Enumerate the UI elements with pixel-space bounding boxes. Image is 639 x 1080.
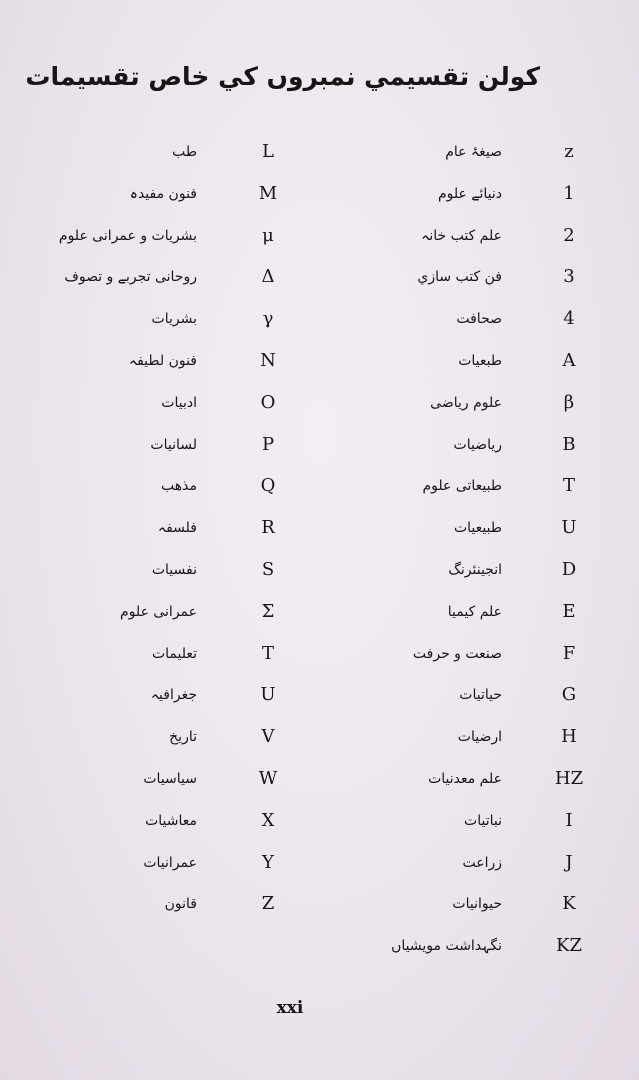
table-row xyxy=(0,889,639,919)
class-code-primary: J xyxy=(565,851,573,873)
table-row xyxy=(0,179,639,209)
class-name-primary: ریاضیات xyxy=(453,436,502,453)
class-code-primary: HZ xyxy=(554,768,584,789)
class-code-primary: A xyxy=(562,350,576,371)
class-name-primary: طبیعیات xyxy=(453,520,502,537)
table-row xyxy=(0,639,639,669)
class-code-primary: K xyxy=(562,893,576,915)
class-code-primary: 3 xyxy=(563,266,575,288)
class-code-primary: U xyxy=(561,517,577,539)
class-name-primary: علم کتب خانہ xyxy=(421,227,502,244)
class-name-secondary: فنون مفیدہ xyxy=(129,185,197,202)
class-name-primary: دنیائے علوم xyxy=(437,185,502,202)
class-code-secondary: S xyxy=(261,559,275,580)
class-name-primary: طبیعاتی علوم xyxy=(422,478,502,495)
class-name-secondary: بشریات xyxy=(151,311,197,328)
class-code-secondary: O xyxy=(260,391,276,413)
class-name-secondary: فنون لطیفہ xyxy=(128,353,197,369)
class-code-primary: F xyxy=(562,642,576,664)
class-name-secondary: عمرانی علوم xyxy=(120,603,197,620)
class-code-primary: 2 xyxy=(563,224,575,246)
class-code-secondary: Z xyxy=(261,893,275,915)
table-row xyxy=(0,597,639,627)
table-row xyxy=(0,931,639,961)
table-row xyxy=(0,471,639,501)
class-name-secondary: قانون xyxy=(164,896,197,913)
page-title: کولن تقسیمي نمبروں کي خاص تقسیمات xyxy=(25,62,540,91)
table-row xyxy=(0,262,639,292)
class-name-primary: صحافت xyxy=(456,311,502,328)
table-row xyxy=(0,722,639,752)
class-code-secondary: L xyxy=(262,141,274,162)
class-name-secondary: طب xyxy=(172,144,197,160)
table-row xyxy=(0,764,639,794)
class-name-secondary: نفسیات xyxy=(151,562,197,578)
class-name-secondary: لسانیات xyxy=(150,436,197,453)
class-name-primary: علم معدنیات xyxy=(428,771,502,787)
class-code-primary: KZ xyxy=(556,935,582,957)
page-number: xxi xyxy=(276,998,304,1018)
class-code-secondary: V xyxy=(261,726,275,748)
table-row xyxy=(0,680,639,710)
table-row xyxy=(0,848,639,878)
class-name-secondary: معاشیات xyxy=(145,812,197,829)
class-code-secondary: μ xyxy=(262,224,274,246)
class-code-primary: H xyxy=(561,726,577,748)
class-code-secondary: X xyxy=(261,809,275,831)
class-code-primary: D xyxy=(561,559,577,580)
class-name-primary: زراعت xyxy=(462,854,502,871)
table-row xyxy=(0,346,639,376)
table-row xyxy=(0,430,639,460)
class-name-secondary: عمرانیات xyxy=(143,854,197,871)
class-name-secondary: بشریات و عمرانی علوم xyxy=(58,227,197,244)
class-name-secondary: تعلیمات xyxy=(151,645,197,662)
class-name-secondary: تاریخ xyxy=(169,729,197,746)
class-name-primary: علوم ریاضی xyxy=(430,394,502,411)
table-row xyxy=(0,555,639,585)
class-name-primary: طبعیات xyxy=(458,353,502,369)
class-code-secondary: Q xyxy=(260,475,276,497)
class-name-primary: صنعت و حرفت xyxy=(412,645,502,662)
class-code-secondary: P xyxy=(261,433,275,455)
class-name-secondary: فلسفہ xyxy=(157,520,197,537)
class-name-primary: حیوانیات xyxy=(452,896,502,913)
class-code-primary: B xyxy=(562,433,576,455)
class-code-primary: 4 xyxy=(563,308,575,330)
class-code-secondary: T xyxy=(261,642,274,664)
class-code-secondary: γ xyxy=(262,308,274,330)
class-name-primary: صیغۂ عام xyxy=(445,144,502,160)
table-row xyxy=(0,304,639,334)
class-name-primary: علم کیمیا xyxy=(447,603,502,620)
class-code-secondary: Y xyxy=(262,851,274,873)
table-row xyxy=(0,388,639,418)
class-name-primary: ارضیات xyxy=(457,729,502,746)
class-code-primary: 1 xyxy=(563,182,575,204)
table-row xyxy=(0,806,639,836)
class-code-primary: E xyxy=(562,600,576,622)
class-name-secondary: جغرافیہ xyxy=(150,687,197,704)
class-code-secondary: Δ xyxy=(261,266,275,288)
class-code-primary: I xyxy=(565,809,573,831)
class-name-secondary: مذھب xyxy=(161,478,197,495)
class-name-secondary: روحانی تجربے و تصوف xyxy=(64,269,197,286)
class-name-primary: حیاتیات xyxy=(459,687,502,704)
class-code-primary: β xyxy=(563,391,575,413)
table-row xyxy=(0,221,639,251)
class-name-primary: انجینئرنگ xyxy=(448,562,502,578)
class-name-primary: فن کتب سازي xyxy=(417,269,502,286)
class-code-secondary: U xyxy=(260,684,276,706)
class-name-secondary: سیاسیات xyxy=(143,771,197,787)
class-code-primary: z xyxy=(564,141,574,162)
class-code-secondary: Σ xyxy=(261,600,275,622)
table-row xyxy=(0,137,639,167)
class-name-secondary: ادبیات xyxy=(161,394,197,411)
table-row xyxy=(0,513,639,543)
class-name-primary: نباتیات xyxy=(464,812,502,829)
class-code-secondary: M xyxy=(258,182,278,204)
class-code-primary: T xyxy=(562,475,575,497)
class-code-secondary: W xyxy=(258,768,278,789)
class-code-secondary: R xyxy=(261,517,275,539)
class-code-secondary: N xyxy=(260,350,276,371)
class-code-primary: G xyxy=(561,684,577,706)
class-name-primary: نگہداشت مویشیاں xyxy=(391,938,502,955)
